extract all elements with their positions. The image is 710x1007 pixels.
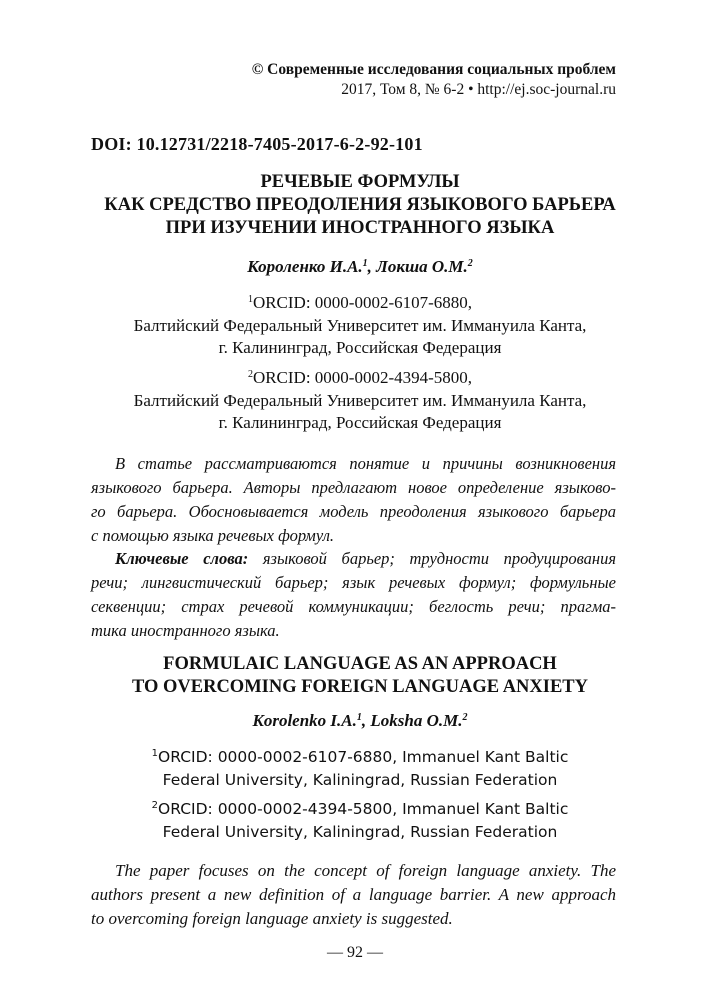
russian-authors [60, 257, 660, 277]
english-affiliation-2 [60, 798, 660, 844]
journal-header [252, 60, 616, 100]
english-title-line-2: TO OVERCOMING FOREIGN LANGUAGE ANXIETY [131, 677, 589, 697]
keywords-label: Ключевые слова: [115, 549, 249, 568]
russian-affiliation-1 [60, 292, 660, 360]
russian-author-1-sup: 1 [362, 258, 368, 269]
russian-abstract-line-1: В статье рассматриваются понятие и причины возникновения [115, 454, 616, 473]
english-author-1: Korolenko I.A. [252, 711, 357, 730]
russian-abstract-line-2: языкового барьера. Авторы предлагают новое определение языково- [91, 478, 616, 497]
english-abstract-line-3: to overcoming foreign language anxiety is suggested. [91, 909, 453, 928]
english-title [60, 653, 660, 699]
keywords-line-2: речи; лингвистический барьер; язык речевых формул; формульные [91, 573, 616, 592]
english-abstract-line-2: authors present a new definition of a language barrier. A new approach [91, 885, 616, 904]
russian-affiliation-2-orcid: ORCID: 0000-0002-4394-5800, [252, 368, 473, 387]
russian-title-line-1: РЕЧЕВЫЕ ФОРМУЛЫ [260, 172, 460, 192]
journal-issue-info: 2017, Том 8, № 6-2 • http://ej.soc-journal.ru [341, 81, 616, 98]
keywords-line-3: секвенции; страх речевой коммуникации; беглость речи; прагма- [91, 597, 616, 616]
english-affiliation-2-sup: 2 [151, 800, 159, 811]
english-affiliation-2-line-1: ORCID: 0000-0002-4394-5800, Immanuel Kant Baltic [158, 800, 569, 818]
russian-affiliation-2-sup: 2 [247, 369, 253, 380]
english-affiliation-2-line-2: Federal University, Kaliningrad, Russian Federation [162, 823, 558, 841]
russian-abstract [91, 452, 616, 548]
russian-keywords [91, 547, 616, 643]
russian-title-line-3: ПРИ ИЗУЧЕНИИ ИНОСТРАННОГО ЯЗЫКА [165, 218, 555, 238]
russian-abstract-line-3: го барьера. Обосновывается модель преодоления языкового барьера [91, 502, 616, 521]
russian-affiliation-1-orcid: ORCID: 0000-0002-6107-6880, [252, 293, 473, 312]
english-affiliation-1-line-1: ORCID: 0000-0002-6107-6880, Immanuel Kant Baltic [158, 748, 569, 766]
russian-author-separator: , [367, 257, 377, 276]
journal-name: © Современные исследования социальных проблем [251, 61, 616, 78]
english-abstract-line-1: The paper focuses on the concept of foreign language anxiety. The [115, 861, 616, 880]
russian-affiliation-2-university: Балтийский Федеральный Университет им. Иммануила Канта, [133, 390, 587, 410]
russian-affiliation-1-city: г. Калининград, Российская Федерация [218, 338, 502, 357]
russian-abstract-line-4: с помощью языка речевых формул. [91, 526, 335, 545]
english-affiliation-1-line-2: Federal University, Kaliningrad, Russian Federation [162, 771, 558, 789]
english-author-2-sup: 2 [462, 712, 468, 723]
russian-title-line-2: КАК СРЕДСТВО ПРЕОДОЛЕНИЯ ЯЗЫКОВОГО БАРЬЕРА [104, 195, 616, 215]
russian-affiliation-1-university: Балтийский Федеральный Университет им. Иммануила Канта, [133, 315, 587, 335]
russian-title [60, 171, 660, 240]
english-affiliation-1-sup: 1 [151, 748, 159, 759]
english-affiliation-1 [60, 746, 660, 792]
english-author-2: Loksha O.M. [370, 711, 463, 730]
russian-author-2: Локша О.М. [376, 257, 468, 276]
keywords-line-1: языковой барьер; трудности продуцирования [248, 549, 616, 568]
russian-author-1: Короленко И.А. [247, 257, 363, 276]
english-title-line-1: FORMULAIC LANGUAGE AS AN APPROACH [163, 654, 557, 674]
english-author-separator: , [361, 711, 371, 730]
russian-affiliation-2-city: г. Калининград, Российская Федерация [218, 413, 502, 432]
page-number: — 92 — [327, 944, 383, 961]
russian-affiliation-1-sup: 1 [247, 294, 253, 305]
russian-affiliation-2 [60, 367, 660, 435]
doi-line: DOI: 10.12731/2218-7405-2017-6-2-92-101 [91, 134, 423, 154]
english-author-1-sup: 1 [356, 712, 362, 723]
keywords-line-4: тика иностранного языка. [91, 621, 280, 640]
russian-author-2-sup: 2 [467, 258, 473, 269]
english-authors [60, 711, 660, 731]
english-abstract [91, 859, 616, 931]
